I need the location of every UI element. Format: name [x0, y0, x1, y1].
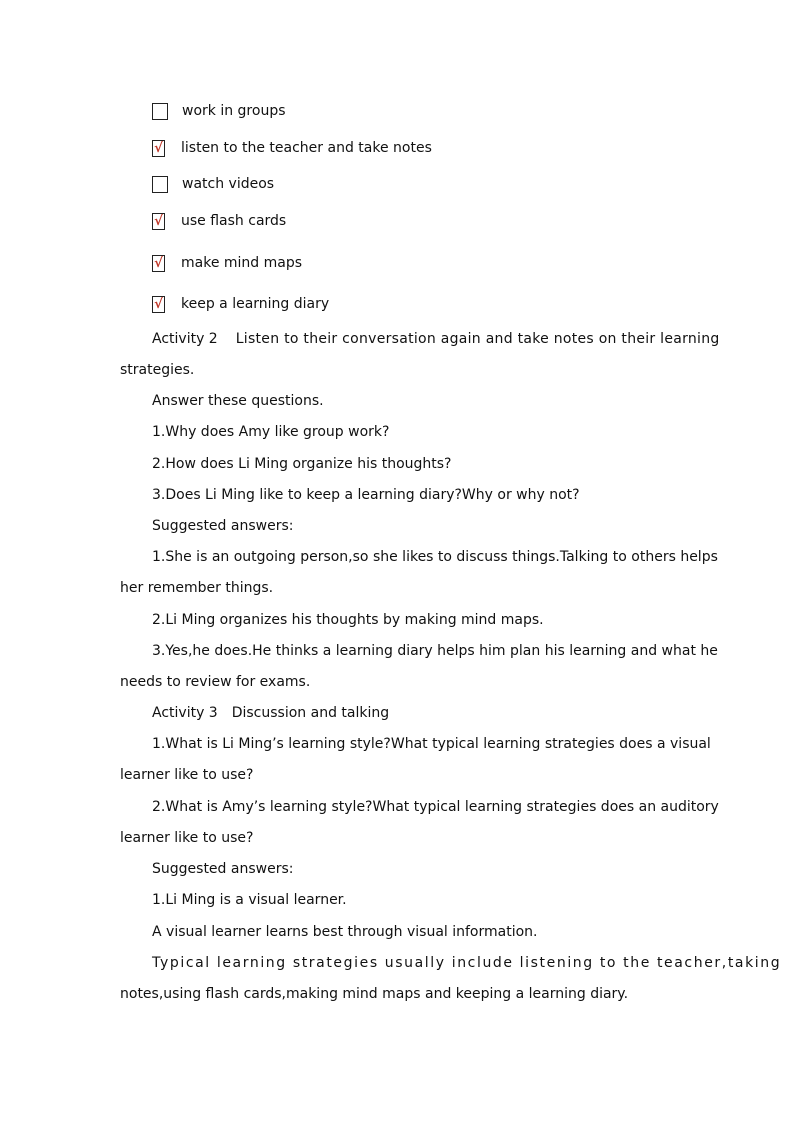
checkmark-icon: √ [154, 140, 163, 156]
activity3-question-1: 1.What is Li Ming’s learning style?What typical learning strategies does a visual [152, 736, 711, 752]
checkmark-icon: √ [154, 296, 163, 312]
activity3-answer-3-cont: notes,using flash cards,making mind maps and keeping a learning diary. [120, 986, 629, 1002]
checkmark-icon: √ [154, 213, 163, 229]
checklist-label: make mind maps [181, 255, 303, 271]
activity3-answer-1: 1.Li Ming is a visual learner. [152, 892, 347, 908]
checkbox-checked [152, 255, 165, 272]
checkbox-empty [152, 176, 168, 193]
activity3-answer-2: A visual learner learns best through visual information. [152, 924, 538, 940]
answer-3: 3.Yes,he does.He thinks a learning diary helps him plan his learning and what he [152, 643, 718, 659]
answer-1: 1.She is an outgoing person,so she likes to discuss things.Talking to others helps [152, 549, 718, 565]
checkbox-empty [152, 103, 168, 120]
question-3: 3.Does Li Ming like to keep a learning diary?Why or why not? [152, 487, 580, 503]
checkbox-checked [152, 213, 165, 230]
activity3-title: Discussion and talking [231, 705, 390, 721]
checklist-label: use flash cards [181, 213, 287, 229]
checklist-item [152, 174, 274, 194]
checklist-label: listen to the teacher and take notes [181, 140, 432, 156]
checklist-item [152, 101, 286, 121]
answer-2: 2.Li Ming organizes his thoughts by making mind maps. [152, 612, 544, 628]
checklist-item [152, 138, 432, 158]
answer-1-cont: her remember things. [120, 580, 274, 596]
activity3-question-2-cont: learner like to use? [120, 830, 254, 846]
answer-prompt: Answer these questions. [152, 393, 324, 409]
checklist-label: watch videos [182, 176, 275, 192]
activity2-instruction-text: Listen to their conversation again and take notes on their learning [235, 331, 720, 347]
suggested-answers-label: Suggested answers: [152, 518, 294, 534]
checkbox-checked [152, 140, 165, 157]
checkmark-icon: √ [154, 255, 163, 271]
activity3-title-line [152, 705, 389, 721]
question-2: 2.How does Li Ming organize his thoughts? [152, 456, 452, 472]
suggested-answers-label: Suggested answers: [152, 861, 294, 877]
activity2-heading: Activity 2 [152, 331, 218, 347]
checklist-label: work in groups [182, 103, 286, 119]
question-1: 1.Why does Amy like group work? [152, 424, 390, 440]
activity3-answer-3: Typical learning strategies usually include listening to the teacher,taking [152, 955, 782, 971]
activity2-instruction-cont: strategies. [120, 362, 195, 378]
checklist-item [152, 253, 302, 273]
answer-3-cont: needs to review for exams. [120, 674, 311, 690]
activity3-heading: Activity 3 [152, 705, 218, 721]
activity3-question-1-cont: learner like to use? [120, 767, 254, 783]
activity2-instruction [152, 331, 720, 347]
checklist-item [152, 294, 329, 314]
checklist-label: keep a learning diary [181, 296, 330, 312]
checklist-item [152, 211, 286, 231]
checkbox-checked [152, 296, 165, 313]
activity3-question-2: 2.What is Amy’s learning style?What typical learning strategies does an auditory [152, 799, 719, 815]
